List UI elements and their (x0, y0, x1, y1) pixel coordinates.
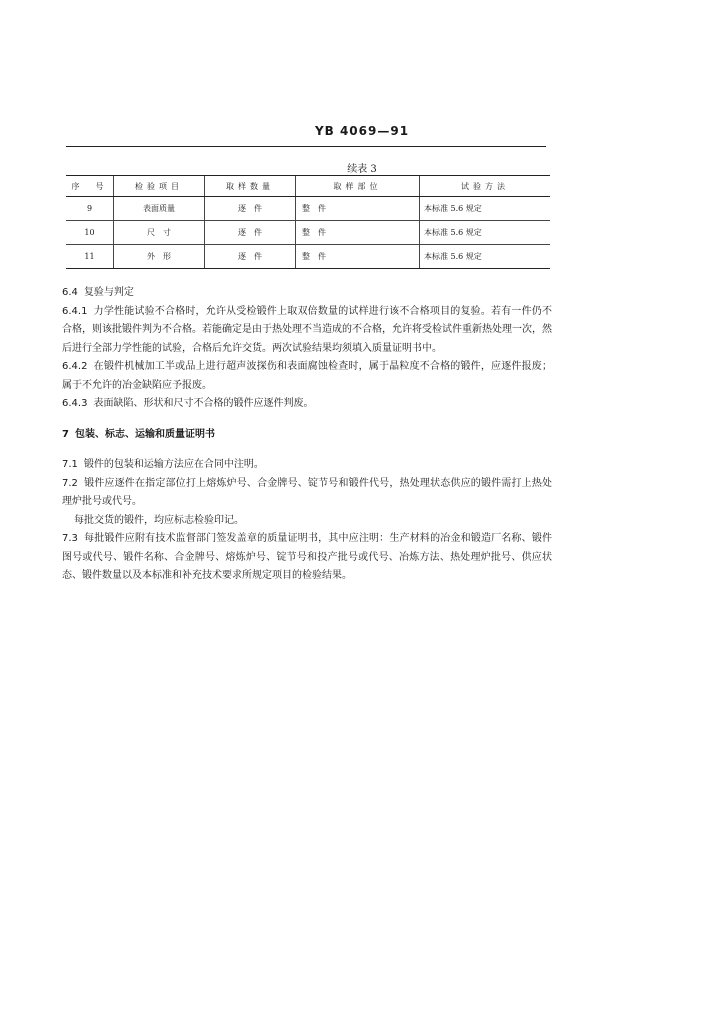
table-row (66, 245, 550, 269)
clause-text: 表面缺陷、形状和尺寸不合格的锻件应逐件判废。 (93, 398, 314, 409)
section-title: 包装、标志、运输和质量证明书 (74, 428, 215, 440)
clause-number: 7.1 (62, 459, 78, 470)
clause-7-2-extra: 每批交货的锻件，均应标志检验印记。 (74, 514, 244, 526)
clause-number: 7.2 (62, 477, 78, 489)
clause-text: 在锻件机械加工半或品上进行超声波探伤和表面腐蚀检查时，属于晶粒度不合格的锻件，应逐件报废；属于不允许的冶金缺陷应予报废。 (62, 361, 552, 391)
table-header-row (66, 176, 550, 197)
header-seq: 序 号 (66, 176, 114, 197)
clause-7-1 (62, 456, 552, 475)
clause-6-4 (62, 284, 552, 303)
section-7-heading (62, 426, 552, 445)
table-caption: 续表 3 (347, 164, 377, 175)
clause-6-4-1 (62, 303, 552, 359)
header-location: 取样部位 (296, 176, 420, 197)
cell-item: 尺 寸 (114, 221, 205, 245)
cell-item: 表面质量 (114, 197, 205, 221)
header-method: 试验方法 (420, 176, 551, 197)
clause-number: 6.4.3 (62, 398, 88, 409)
header-rule (66, 146, 546, 147)
cell-seq: 9 (66, 197, 114, 221)
cell-location: 整 件 (296, 245, 420, 269)
cell-method: 本标准 5.6 规定 (420, 221, 551, 245)
cell-qty: 逐 件 (205, 245, 296, 269)
header-qty: 取样数量 (205, 176, 296, 197)
cell-method: 本标准 5.6 规定 (420, 245, 551, 269)
cell-qty: 逐 件 (205, 221, 296, 245)
clause-text: 锻件的包装和运输方法应在合同中注明。 (83, 459, 264, 470)
cell-qty: 逐 件 (205, 197, 296, 221)
clause-text: 锻件应逐件在指定部位打上熔炼炉号、合金牌号、锭节号和锻件代号，热处理状态供应的锻件需打上热处理炉批号或代号。 (62, 477, 552, 507)
table-row (66, 221, 550, 245)
clause-number: 6.4 (62, 287, 78, 298)
cell-location: 整 件 (296, 221, 420, 245)
clause-6-4-2 (62, 358, 552, 395)
clause-number: 6.4.2 (62, 361, 88, 372)
clause-text: 每批锻件应附有技术监督部门签发盖章的质量证明书，其中应注明：生产材料的冶金和锻造厂名称、锻件图号或代号、锻件名称、合金牌号、熔炼炉号、锭节号和投产批号或代号、冶炼方法、热处理炉批号、供应状态、锻件数量以及本标准和补充技术要求所规定项目的检验结果。 (62, 533, 552, 581)
clause-number: 7.3 (62, 533, 78, 544)
clause-7-3 (62, 530, 552, 586)
clause-number: 6.4.1 (62, 305, 88, 317)
cell-seq: 11 (66, 245, 114, 269)
clause-6-4-3 (62, 395, 552, 414)
cell-item: 外 形 (114, 245, 205, 269)
cell-seq: 10 (66, 221, 114, 245)
clause-text: 力学性能试验不合格时，允许从受检锻件上取双倍数量的试样进行该不合格项目的复验。若有一件仍不合格，则该批锻件判为不合格。若能确定是由于热处理不当造成的不合格，允许将受检试件重新热处理一次，然后进行全部力学性能的试验，合格后允许交货。两次试验结果均须填入质量证明书中。 (62, 305, 552, 354)
header-item: 检验项目 (114, 176, 205, 197)
body-text (62, 284, 552, 586)
section-number: 7 (62, 428, 69, 440)
document-code: YB 4069—91 (314, 124, 410, 138)
inspection-table (66, 175, 550, 269)
table-row (66, 197, 550, 221)
clause-7-2 (62, 475, 552, 512)
cell-method: 本标准 5.6 规定 (420, 197, 551, 221)
clause-text: 复验与判定 (83, 287, 134, 298)
cell-location: 整 件 (296, 197, 420, 221)
